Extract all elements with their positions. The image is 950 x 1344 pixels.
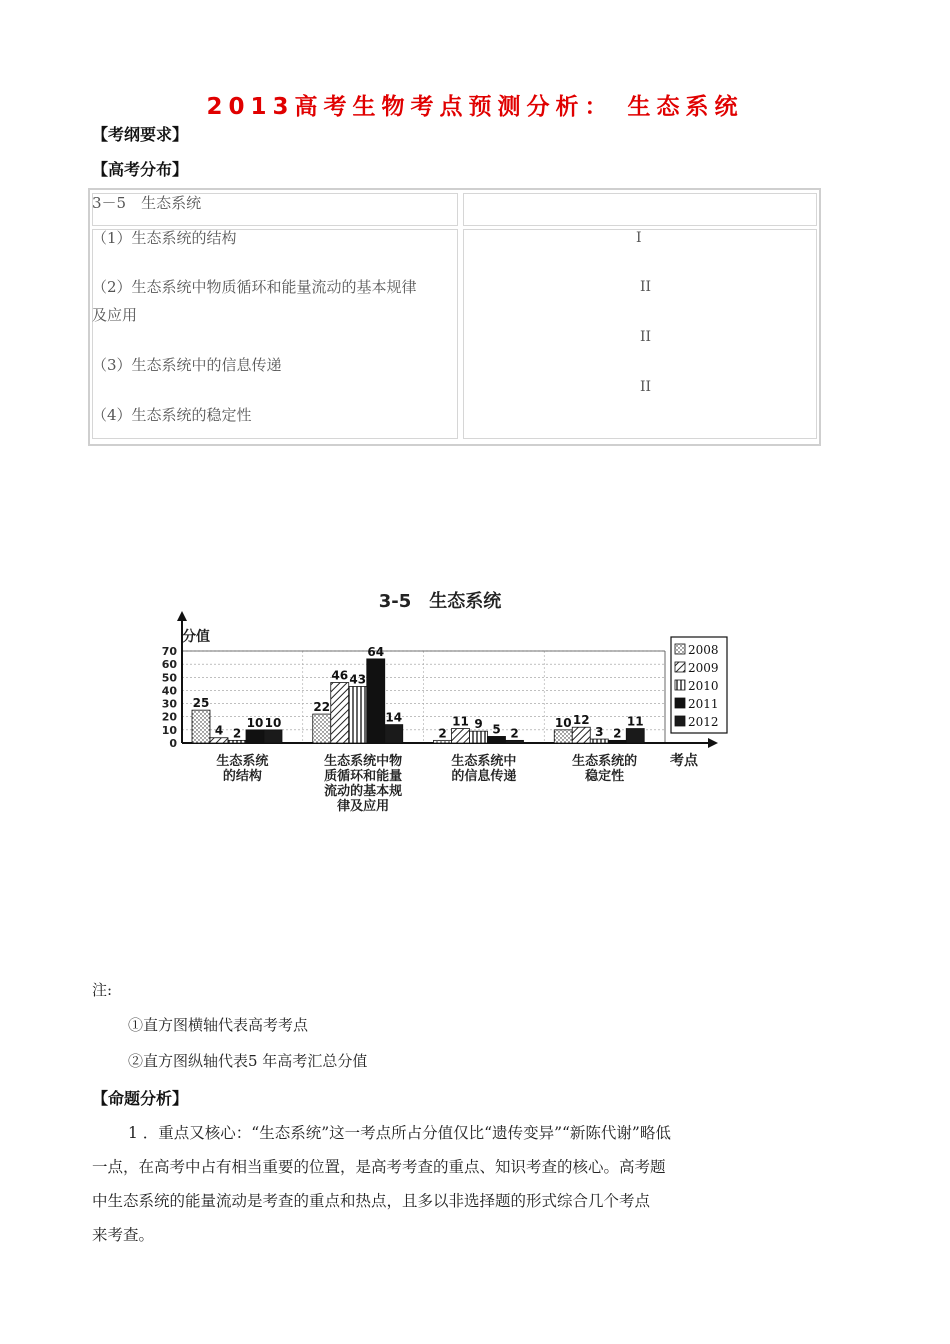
bar <box>246 730 264 743</box>
legend-entry: 2008 <box>688 643 719 657</box>
analysis-line: 来考查。 <box>92 1226 155 1244</box>
x-category-label: 生态系统的 <box>572 754 638 769</box>
bar-value-label: 3 <box>595 725 604 740</box>
legend-swatch <box>675 644 685 654</box>
x-category-label: 的信息传递 <box>451 769 517 784</box>
table-row-level: II <box>640 379 652 395</box>
y-tick-label: 60 <box>161 658 177 672</box>
legend-entry: 2010 <box>688 679 719 693</box>
table-row-item: （4）生态系统的稳定性 <box>92 406 252 424</box>
legend-entry: 2009 <box>688 661 719 675</box>
bar <box>367 659 385 743</box>
x-category-label: 生态系统中物 <box>324 754 403 769</box>
bar <box>192 710 210 743</box>
x-category-label: 的结构 <box>222 769 262 784</box>
bar <box>572 727 590 743</box>
y-tick-label: 50 <box>161 671 177 685</box>
note-item: ②直方图纵轴代表5 年高考汇总分值 <box>128 1052 368 1070</box>
bar <box>506 740 524 743</box>
x-category-label: 流动的基本规 <box>324 784 403 799</box>
bar-value-label: 12 <box>572 713 590 728</box>
histogram-chart <box>140 585 740 835</box>
x-category-label: 质循环和能量 <box>324 769 403 784</box>
bar-value-label: 43 <box>349 672 367 687</box>
x-axis-arrow <box>708 738 718 748</box>
bar <box>590 739 608 743</box>
note-item: ①直方图横轴代表高考考点 <box>128 1016 309 1034</box>
bar <box>488 736 506 743</box>
bar <box>313 714 331 743</box>
bar-value-label: 9 <box>474 717 483 732</box>
table-row-item: （3）生态系统中的信息传递 <box>92 356 282 374</box>
bar-value-label: 10 <box>246 715 264 730</box>
bar-value-label: 46 <box>331 668 349 683</box>
x-category-label: 稳定性 <box>585 769 625 784</box>
bar-value-label: 64 <box>367 644 385 659</box>
y-tick-label: 70 <box>161 645 177 658</box>
bar <box>626 729 644 743</box>
bar <box>470 731 488 743</box>
note-label: 注: <box>92 981 113 999</box>
legend-swatch <box>675 698 685 708</box>
bar-value-label: 2 <box>510 726 519 741</box>
legend-entry: 2011 <box>688 697 719 711</box>
x-category-label: 生态系统 <box>216 754 269 769</box>
page-title: 2013高考生物考点预测分析： 生态系统 <box>206 94 744 120</box>
x-category-label: 律及应用 <box>337 799 390 814</box>
bar-value-label: 11 <box>452 714 469 729</box>
analysis-line: 1 ．重点又核心：“生态系统”这一考点所占分值仅比“遗传变异”“新陈代谢”略低 <box>128 1124 671 1142</box>
y-axis-label: 分值 <box>182 629 210 645</box>
table-row-item: （2）生态系统中物质循环和能量流动的基本规律 <box>92 278 417 296</box>
bar-value-label: 2 <box>613 726 622 741</box>
y-tick-label: 10 <box>161 723 177 737</box>
bar <box>554 730 572 743</box>
y-tick-label: 40 <box>161 684 177 698</box>
bar-value-label: 11 <box>626 714 644 729</box>
y-tick-label: 20 <box>161 710 177 724</box>
heading-outline: 【考纲要求】 <box>92 125 189 144</box>
bar-value-label: 2 <box>438 726 447 741</box>
y-tick-label: 30 <box>161 697 177 711</box>
x-category-label: 生态系统中 <box>451 754 517 769</box>
bar-value-label: 4 <box>214 723 224 738</box>
x-axis-label: 考点 <box>670 753 698 769</box>
bar-value-label: 14 <box>385 710 403 725</box>
bar <box>434 740 452 743</box>
bar-value-label: 5 <box>492 722 501 737</box>
analysis-line: 一点，在高考中占有相当重要的位置，是高考考查的重点、知识考查的核心。高考题 <box>92 1158 666 1176</box>
bar-value-label: 10 <box>264 715 282 730</box>
bar-value-label: 22 <box>313 700 331 715</box>
bar <box>452 729 470 743</box>
bar <box>331 683 349 743</box>
histogram-svg <box>140 585 740 835</box>
table-row-level: I <box>636 230 642 246</box>
analysis-line: 中生态系统的能量流动是考查的重点和热点，且多以非选择题的形式综合几个考点 <box>92 1192 651 1210</box>
table-row-level: II <box>640 329 652 345</box>
legend-swatch <box>675 680 685 690</box>
bar <box>210 738 228 743</box>
table-row-level: II <box>640 279 652 295</box>
bar-value-label: 25 <box>192 696 210 711</box>
legend-swatch <box>675 716 685 726</box>
bar <box>264 730 282 743</box>
table-row-item-continued: 及应用 <box>92 306 138 324</box>
bar-value-label: 10 <box>554 715 572 730</box>
bar <box>228 740 246 743</box>
bar <box>349 686 367 743</box>
legend-swatch <box>675 662 685 672</box>
bar <box>608 740 626 743</box>
y-axis-arrow <box>177 611 187 621</box>
bar-value-label: 2 <box>232 726 242 741</box>
legend-entry: 2012 <box>688 715 719 729</box>
heading-analysis: 【命题分析】 <box>92 1089 189 1108</box>
bar <box>385 725 403 743</box>
table-header-right-cell <box>463 193 817 226</box>
table-header: 3－5 生态系统 <box>92 194 202 212</box>
chart-title: 3-5 生态系统 <box>378 591 502 612</box>
table-row-item: （1）生态系统的结构 <box>92 229 237 247</box>
y-tick-label: 0 <box>169 737 177 750</box>
heading-distribution: 【高考分布】 <box>92 160 189 179</box>
